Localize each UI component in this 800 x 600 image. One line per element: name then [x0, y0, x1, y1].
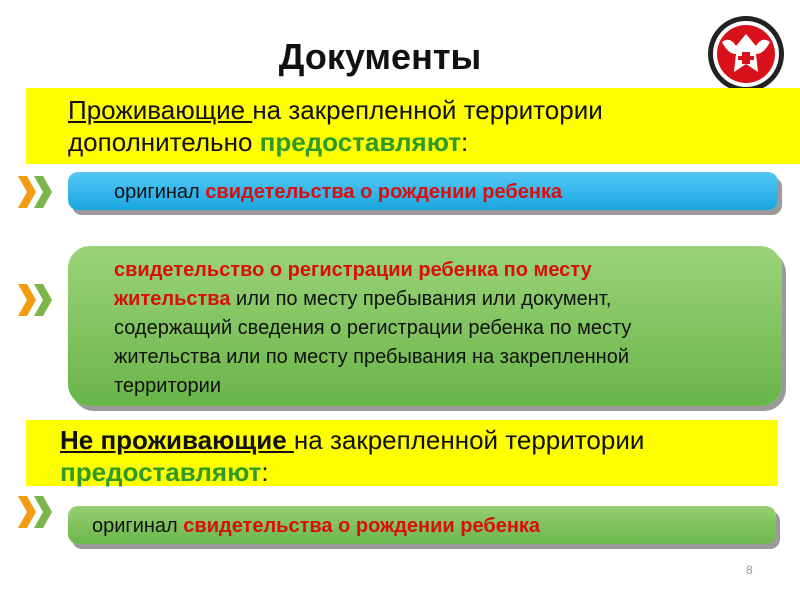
item-registration-text — [114, 256, 800, 401]
item-registration-line5: территории — [114, 375, 222, 397]
item-birth-certificate-2-text — [92, 515, 540, 538]
chevron-double-icon — [18, 176, 50, 208]
residents-heading — [68, 94, 603, 158]
nonresidents-heading — [60, 424, 644, 488]
item-birth-certificate-plain: оригинал — [114, 181, 206, 203]
item-birth-certificate-text — [114, 181, 562, 204]
residents-heading-rest2: дополнительно — [68, 127, 260, 157]
nonresidents-heading-rest: на закрепленной территории — [293, 425, 645, 455]
residents-heading-green: предоставляют — [259, 127, 461, 157]
nonresidents-heading-underlined: Не проживающие — [60, 425, 294, 455]
residents-heading-rest1: на закрепленной территории — [252, 95, 603, 125]
chevron-double-icon — [18, 284, 50, 316]
item-registration-plain2: или по месту пребывания или документ, — [230, 288, 612, 310]
item-birth-certificate-2-plain: оригинал — [92, 515, 184, 537]
residents-heading-colon: : — [461, 127, 469, 157]
page-title: Документы — [278, 36, 482, 77]
chevron-double-icon — [18, 496, 50, 528]
item-birth-certificate-2-red: свидетельства о рождении ребенка — [183, 515, 541, 537]
item-registration-red2: жительства — [114, 288, 231, 310]
item-registration-red1: свидетельство о регистрации ребенка по месту — [114, 259, 592, 281]
page-number: 8 — [746, 563, 753, 577]
nonresidents-heading-colon: : — [261, 457, 269, 487]
nonresidents-heading-green: предоставляют — [60, 457, 262, 487]
residents-heading-underlined: Проживающие — [68, 95, 253, 125]
item-registration-line3: содержащий сведения о регистрации ребенка по месту — [114, 317, 632, 339]
udmurtia-emblem-icon — [706, 14, 786, 94]
item-registration-line4: жительства или по месту пребывания на закрепленной — [114, 346, 629, 368]
item-birth-certificate-red: свидетельства о рождении ребенка — [205, 181, 563, 203]
